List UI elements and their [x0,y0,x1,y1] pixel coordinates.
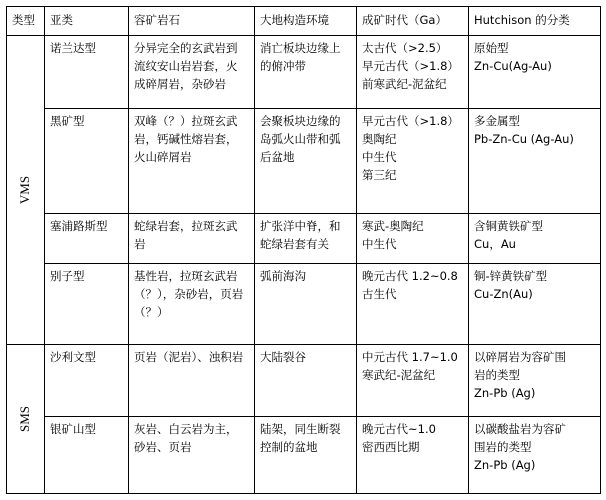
rock-cell [129,213,255,263]
tectonic-line: 陆架，同生断裂 [260,421,341,436]
type-label: VMS [17,176,33,205]
rock-line: 砂岩、页岩 [134,439,192,454]
rock-cell [129,416,255,493]
tectonic-line: 扩张洋中脊，和 [260,218,341,233]
hutchison-line: Zn-Pb (Ag) [474,457,536,472]
rock-line: 蛇绿岩套，拉斑玄武 [134,218,238,233]
rock-line: 岩 [134,236,146,251]
hutchison-line: 含铜黄铁矿型 [474,218,543,233]
rock-cell [129,345,255,416]
age-line: 前寒武纪-泥盆纪 [362,77,447,91]
tectonic-line: 岛弧火山带和弧 [260,132,341,147]
age-line: 古生代 [362,286,397,301]
tectonic-line: 消亡板块边缘上 [260,41,341,55]
hutchison-line: Cu，Au [474,236,516,251]
rock-line: 双峰（？）拉斑玄武 [134,114,238,129]
age-line: 中元古代 1.7~1.0 [362,350,458,365]
age-cell [357,213,469,263]
age-line: 太古代（>2.5） [362,41,448,55]
hutchison-cell [469,36,601,109]
header-type: 类型 [7,7,45,36]
subtype-cell: 塞浦路斯型 [45,213,129,263]
subtype-cell: 黑矿型 [45,109,129,214]
header-host-rock: 容矿岩石 [129,7,255,36]
rock-line: （？） [134,304,169,319]
age-line: 中生代 [362,236,397,251]
hutchison-cell [469,213,601,263]
hutchison-cell [469,345,601,416]
table-row [7,109,601,214]
rock-line: 页岩（泥岩）、浊积岩 [134,350,244,365]
hutchison-line: 岩的类型 [474,368,520,383]
rock-cell [129,36,255,109]
subtype-cell: 诺兰达型 [45,36,129,109]
tectonic-line: 会聚板块边缘的 [260,114,341,129]
rock-line: 火山碎屑岩 [134,150,192,165]
age-line: 早元古代（>1.8） [362,59,459,73]
tectonic-cell [255,416,357,493]
subtype-cell: 别子型 [45,263,129,345]
rock-line: 基性岩，拉斑玄武岩 [134,268,238,283]
header-row [7,7,601,36]
header-tectonic-setting: 大地构造环境 [255,7,357,36]
age-line: 寒武-奥陶纪 [362,218,424,233]
age-line: 寒武纪-泥盆纪 [362,368,436,383]
hutchison-cell [469,416,601,493]
age-cell [357,416,469,493]
rock-cell [129,263,255,345]
age-cell [357,36,469,109]
age-line: 早元古代（>1.8） [362,114,459,129]
age-line: 密西西比期 [362,439,420,454]
age-line: 中生代 [362,150,397,165]
hutchison-cell [469,109,601,214]
header-hutchison: Hutchison 的分类 [469,7,601,36]
header-age: 成矿时代（Ga） [357,7,469,36]
rock-line: 分异完全的玄武岩到 [134,41,238,55]
age-line: 晚元古代 1.2~0.8 [362,268,458,283]
age-line: 晚元古代~1.0 [362,421,436,436]
hutchison-line: 铜-锌黄铁矿型 [474,268,548,283]
table-row [7,213,601,263]
rock-line: 岩，钙碱性熔岩套， [134,132,238,147]
hutchison-line: Pb-Zn-Cu (Ag-Au) [474,132,574,147]
deposit-classification-table [6,6,601,494]
age-cell [357,345,469,416]
hutchison-line: 原始型 [474,41,509,55]
rock-line: 灰岩、白云岩为主， [134,421,238,436]
tectonic-line: 后盆地 [260,150,295,165]
tectonic-cell [255,213,357,263]
hutchison-line: 以碳酸盐岩为容矿 [474,421,566,436]
hutchison-line: Cu-Zn(Au) [474,286,533,301]
tectonic-cell [255,36,357,109]
rock-cell [129,109,255,214]
hutchison-cell [469,263,601,345]
subtype-cell: 银矿山型 [45,416,129,493]
tectonic-line: 弧前海沟 [260,268,306,283]
hutchison-line: 以碎屑岩为容矿围 [474,350,566,365]
age-line: 第三纪 [362,168,397,183]
hutchison-line: 多金属型 [474,114,520,129]
hutchison-line: Zn-Cu(Ag-Au) [474,59,552,73]
rock-line: 成碎屑岩，杂砂岩 [134,77,226,91]
table-row [7,36,601,109]
hutchison-line: Zn-Pb (Ag) [474,386,536,401]
age-cell [357,263,469,345]
age-cell [357,109,469,214]
table-row [7,345,601,416]
header-subtype: 亚类 [45,7,129,36]
tectonic-line: 大陆裂谷 [260,350,306,365]
tectonic-cell [255,263,357,345]
rock-line: 流纹安山岩岩套，火 [134,59,238,73]
tectonic-cell [255,109,357,214]
age-line: 奥陶纪 [362,132,397,147]
subtype-cell: 沙利文型 [45,345,129,416]
table-row [7,416,601,493]
tectonic-line: 的俯冲带 [260,59,306,73]
rock-line: （？），杂砂岩，页岩 [134,286,244,301]
type-label: SMS [17,406,33,433]
type-cell [7,345,45,494]
tectonic-line: 蛇绿岩套有关 [260,236,329,251]
type-cell [7,36,45,345]
hutchison-line: 围岩的类型 [474,439,532,454]
tectonic-line: 控制的盆地 [260,439,318,454]
tectonic-cell [255,345,357,416]
table-row [7,263,601,345]
